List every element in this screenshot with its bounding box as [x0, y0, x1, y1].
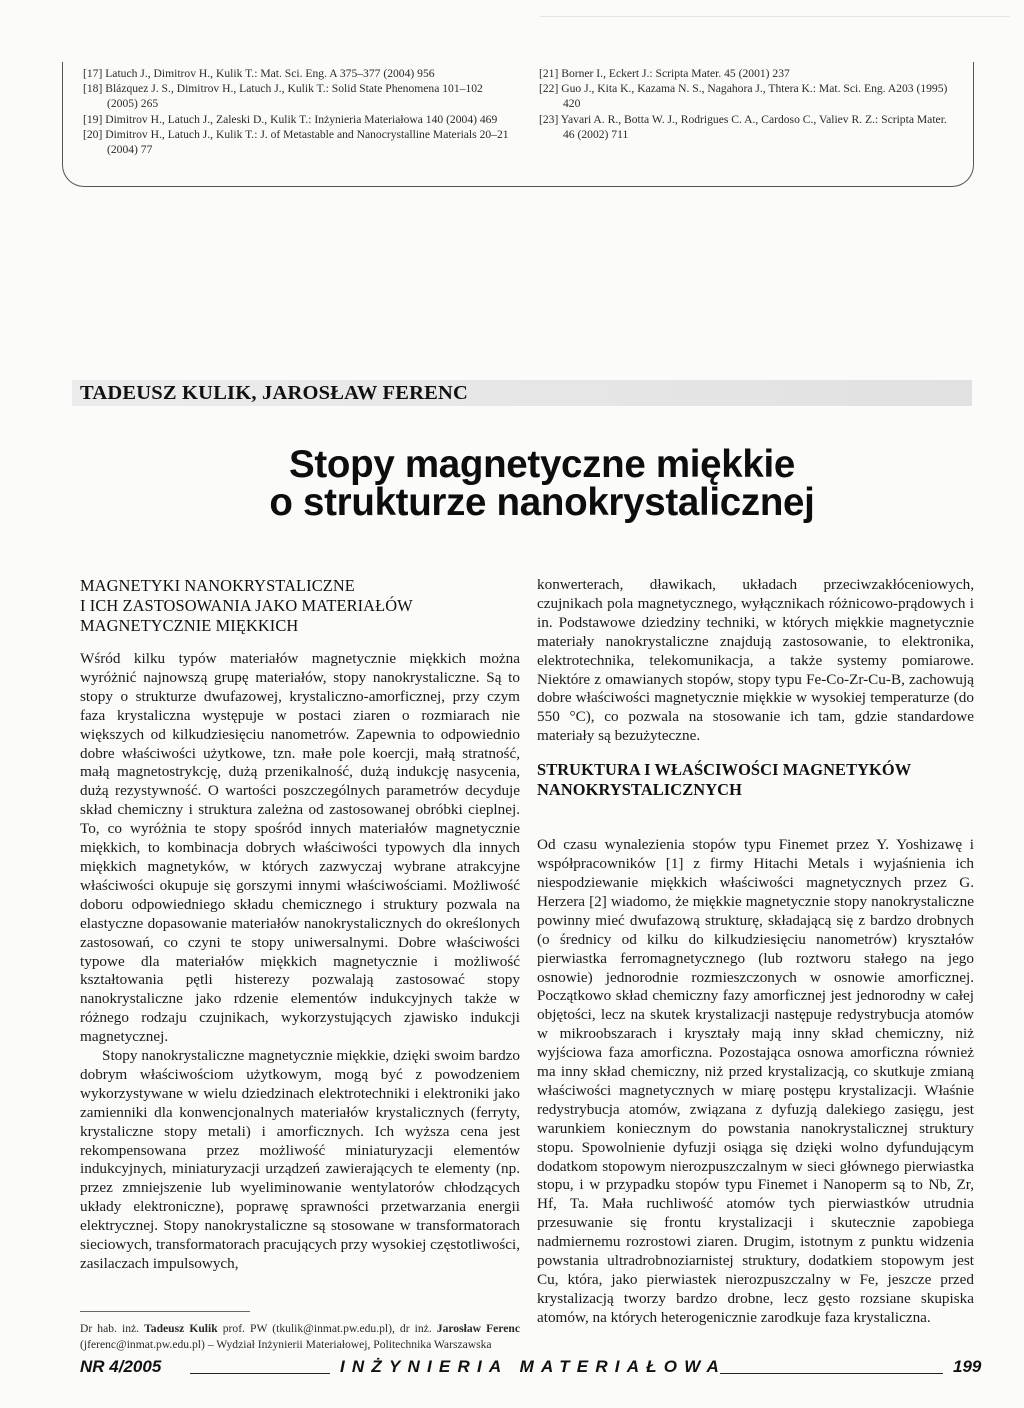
footnote-rule [80, 1311, 250, 1312]
section-heading-2-line-2: NANOKRYSTALICZNYCH [537, 780, 742, 800]
footnote-author-1: Tadeusz Kulik [144, 1322, 218, 1335]
section-heading-1-line-1: MAGNETYKI NANOKRYSTALICZNE [80, 576, 355, 595]
top-edge-rule [540, 16, 1010, 17]
article-title-line-1: Stopy magnetyczne miękkie [288, 443, 796, 486]
paragraph: Stopy nanokrystaliczne magnetycznie miękkie, dzięki swoim bardzo dobrym właściwościom użytkowym, mogą być z powodzeniem wykorzystywane w wielu dziedzinach elektrotechniki i elektroniki jako zamienniki dla konwencjonalnych materiałów krystalicznych (ferryty, krystaliczne stopy metali) i amorficznych. Ich wyższa cena jest rekompensowana przez możliwość miniaturyzacji elementów indukcyjnych, miniaturyzacji urządzeń zawierających te elementy (np. przez zmniejszenie lub wyeliminowanie wentylatorów chłodzących układy elektroniczne), poprawę sprawności przetwarzania energii elektrycznej. Stopy nanokrystaliczne są stosowane w transformatorach sieciowych, transformatorach pracujących przy wysokiej częstotliwości, zasilaczach impulsowych, [80, 1047, 520, 1272]
footnote-affiliation: (jferenc@inmat.pw.edu.pl) – Wydział Inżynierii Materiałowej, Politechnika Warszawska [80, 1338, 492, 1352]
references-column-right [539, 66, 959, 142]
reference-23: [23] Yavari A. R., Botta W. J., Rodrigues C. A., Cardoso C., Valiev R. Z.: Scripta Mater. 46 (2002) 711 [539, 112, 947, 141]
paragraph: Wśród kilku typów materiałów magnetycznie miękkich można wyróżnić najnowszą grupę materiałów, stopy nanokrystaliczne. Są to stopy o strukturze dwufazowej, krystaliczno-amorficznej, przy czym faza krystaliczna występuje w postaci ziaren o rozmiarach nie większych od kilkudziesięciu nanometrów. Zapewnia to odpowiednio dobre właściwości użytkowe, tzn. małe pole koercji, małą stratność, małą magnetostrykcję, dużą przenikalność, dużą indukcję nasycenia, dużą rezystywność. O wartości poszczególnych parametrów decyduje skład chemiczny i struktura zależna od zastosowanej obróbki cieplnej. To, co wyróżnia te stopy spośród innych materiałów magnetycznie miękkich, to kombinacja dobrych właściwości typowych dla innych miękkich magnetyków, w których zazwyczaj wybrane atrakcyjne właściwości okupuje się gorszymi innymi właściwościami. Możliwość doboru odpowiedniego składu chemicznego i struktury pozwala na elastyczne dopasowanie materiałów nanokrystalicznych do określonych zastosowań, co czyni te stopy uniwersalnymi. Dobre właściwości typowe dla materiałów miękkich magnetycznie i możliwość kształtowania pętli histerezy pozwalają zastosować stopy nanokrystaliczne jako rdzenie elementów indukcyjnych także w różnego rodzaju czujnikach, wykorzystujących zjawisko indukcji magnetycznej. [80, 650, 520, 1046]
footer-issue: NR 4/2005 [80, 1357, 162, 1376]
text-column-right [537, 576, 974, 1328]
paragraph: konwerterach, dławikach, układach przeciwzakłóceniowych, czujnikach pola magnetycznego, wyłącznikach różnicowo-prądowych i in. Podstawowe dziedziny techniki, w których miękkie magnetycznie materiały nanokrystaliczne znajdują zastosowanie, to elektronika, elektrotechnika, telekomunikacja, a także systemy pomiarowe. Niektóre z omawianych stopów, stopy typu Fe-Co-Zr-Cu-B, zachowują dobre właściwości magnetycznie miękkie w wysokiej temperaturze (do 550 °C), co pozwala na stosowanie ich tam, gdzie standardowe materiały są bezużyteczne. [537, 576, 974, 745]
footnote-lead: Dr hab. inż. [80, 1322, 145, 1335]
reference-17: [17] Latuch J., Dimitrov H., Kulik T.: Mat. Sci. Eng. A 375–377 (2004) 956 [83, 67, 435, 80]
references-box [62, 62, 974, 187]
reference-22: [22] Guo J., Kita K., Kazama N. S., Nagahora J., Thtera K.: Mat. Sci. Eng. A203 (1995) 420 [539, 82, 948, 111]
footer-page-number: 199 [953, 1357, 982, 1376]
article-authors: TADEUSZ KULIK, JAROSŁAW FERENC [80, 382, 468, 404]
paragraph: Od czasu wynalezienia stopów typu Finemet przez Y. Yoshizawę i współpracowników [1] z firmy Hitachi Metals i wyjaśnienia ich niespodziewanie miękkich właściwości magnetycznych przez G. Herzera [2] wiadomo, że miękkie magnetycznie stopy nanokrystaliczne powinny mieć dwufazową strukturę, składającą się z bardzo drobnych (o średnicy od kilku do kilkudziesięciu nanometrów) kryształów pierwiastka ferromagnetycznego (lub roztworu stałego na jego osnowie) jednorodnie rozmieszczonych w osnowie amorficznej. Początkowo skład chemiczny fazy amorficznej jest jednorodny w całej objętości, lecz na skutek krystalizacji następuje redystrybucja atomów w mikroobszarach i kryształy mają inny skład chemiczny, niż wyjściowa faza amorficzna. Pozostająca osnowa amorficzna również ma inny skład chemiczny, niż przed krystalizacją, co skutkuje zmianą właściwości magnetycznych w miarę postępu krystalizacji. Właśnie redystrybucja atomów, związana z dyfuzją dalekiego zasięgu, jest warunkiem koniecznym do powstania nanokrystalicznej struktury stopu. Spowolnienie dyfuzji osiąga się dzięki wolno dyfundującym dodatkom stopowym nierozpuszczalnym w sieci głównego pierwiastka stopu, i w przypadku stopów typu Finemet i Nanoperm są to Nb, Zr, Hf, Ta. Mała ruchliwość atomów tych pierwiastków utrudnia przesuwanie się frontu krystalizacji i skutecznie zapobiega nadmiernemu rozrostowi ziaren. Drugim, istotnym z punktu widzenia powstania ultradrobnoziarnistej struktury, dodatkiem stopowym jest Cu, która, jako pierwiastek nierozpuszczalny w Fe, jeszcze przed krystalizacją tworzy bardzo drobne, lecz gęsto rozsiane skupiska atomów, na których heterogenicznie zarodkuje faza krystaliczna. [537, 836, 974, 1326]
section-heading-1-line-2: I ICH ZASTOSOWANIA JAKO MATERIAŁÓW [80, 596, 413, 615]
footnote-mid: prof. PW (tkulik@inmat.pw.edu.pl), dr inż. [217, 1322, 437, 1335]
reference-18: [18] Blázquez J. S., Dimitrov H., Latuch J., Kulik T.: Solid State Phenomena 101–102 (2005) 265 [83, 82, 483, 111]
section-heading-2 [537, 760, 974, 800]
author-footnote [80, 1321, 520, 1353]
footer-rule-left [190, 1373, 330, 1374]
section-heading-2-line-1: STRUKTURA I WŁAŚCIWOŚCI MAGNETYKÓW [537, 760, 912, 780]
footer-rule-right [720, 1373, 943, 1374]
reference-21: [21] Borner I., Eckert J.: Scripta Mater. 45 (2001) 237 [539, 67, 790, 80]
reference-19: [19] Dimitrov H., Latuch J., Zaleski D., Kulik T.: Inżynieria Materiałowa 140 (2004) 469 [83, 112, 498, 126]
footnote-author-2: Jarosław Ferenc [436, 1322, 520, 1335]
text-column-left [80, 576, 520, 1274]
article-title-line-2: o strukturze nanokrystalicznej [269, 481, 815, 524]
reference-20: [20] Dimitrov H., Latuch J., Kulik T.: J. of Metastable and Nanocrystalline Materials 20–21 (2004) 77 [83, 127, 509, 157]
section-heading-1 [80, 576, 520, 636]
footer-journal-name: INŻYNIERIA MATERIAŁOWA [340, 1357, 726, 1376]
section-heading-1-line-3: MAGNETYCZNIE MIĘKKICH [80, 616, 299, 635]
references-column-left [83, 66, 513, 157]
